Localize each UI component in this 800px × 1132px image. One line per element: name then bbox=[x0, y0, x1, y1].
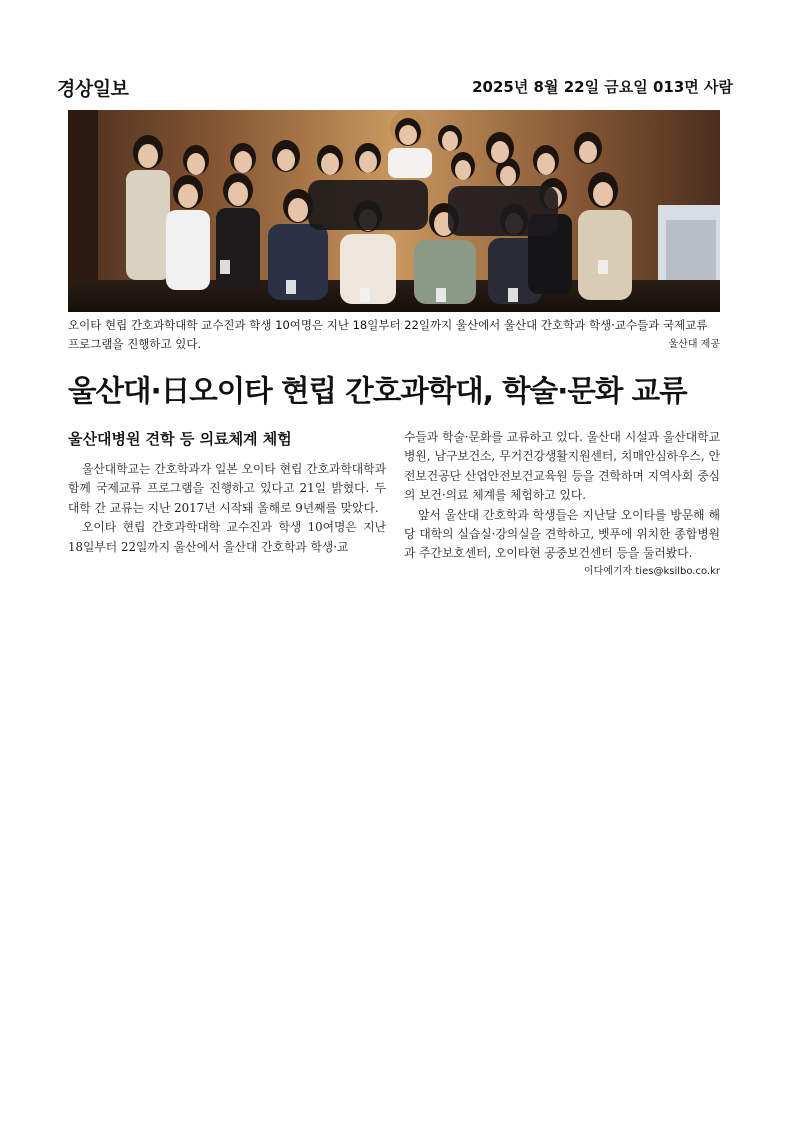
paper-name: 경상일보 bbox=[57, 78, 129, 100]
photo-credit: 울산대 제공 bbox=[668, 339, 720, 350]
article-column-left bbox=[68, 460, 386, 557]
reporter-byline: 이다예기자 ties@ksilbo.co.kr bbox=[583, 566, 720, 577]
article-column-right bbox=[404, 428, 720, 564]
article-paragraph: 수들과 학술·문화를 교류하고 있다. 울산대 시설과 울산대학교병원, 남구보건소, 무거건강생활지원센터, 치매안심하우스, 안전보건공단 산업안전보건교육원 등을 견학하며 지역사회 중심의 보건·의료 체계를 체험하고 있다. bbox=[404, 430, 720, 503]
headline: 울산대·日오이타 현립 간호과학대, 학술·문화 교류 bbox=[68, 374, 687, 408]
masthead bbox=[57, 74, 733, 102]
group-photo bbox=[68, 110, 720, 312]
edition-info: 2025년 8월 22일 금요일 013면 사람 bbox=[472, 78, 733, 96]
article-paragraph: 울산대학교는 간호학과가 일본 오이타 현립 간호과학대학과 함께 국제교류 프로그램을 진행하고 있다고 21일 밝혔다. 두 대학 간 교류는 지난 2017년 시작돼 올해로 9년째를 맞았다. bbox=[68, 462, 386, 515]
group-photo-icon bbox=[68, 110, 720, 312]
caption-text: 오이타 현립 간호과학대학 교수진과 학생 10여명은 지난 18일부터 22일까지 울산에서 울산대 간호학과 학생·교수들과 국제교류 프로그램을 진행하고 있다. bbox=[68, 318, 708, 351]
subheadline: 울산대병원 견학 등 의료체계 체험 bbox=[68, 430, 292, 448]
article-paragraph: 앞서 울산대 간호학과 학생들은 지난달 오이타를 방문해 해당 대학의 실습실·강의실을 견학하고, 벳푸에 위치한 종합병원과 주간보호센터, 오이타현 공중보건센터 등을 둘러봤다. bbox=[404, 507, 720, 561]
photo-caption bbox=[68, 316, 720, 354]
article-paragraph: 오이타 현립 간호과학대학 교수진과 학생 10여명은 지난 18일부터 22일까지 울산에서 울산대 간호학과 학생·교 bbox=[68, 520, 386, 554]
